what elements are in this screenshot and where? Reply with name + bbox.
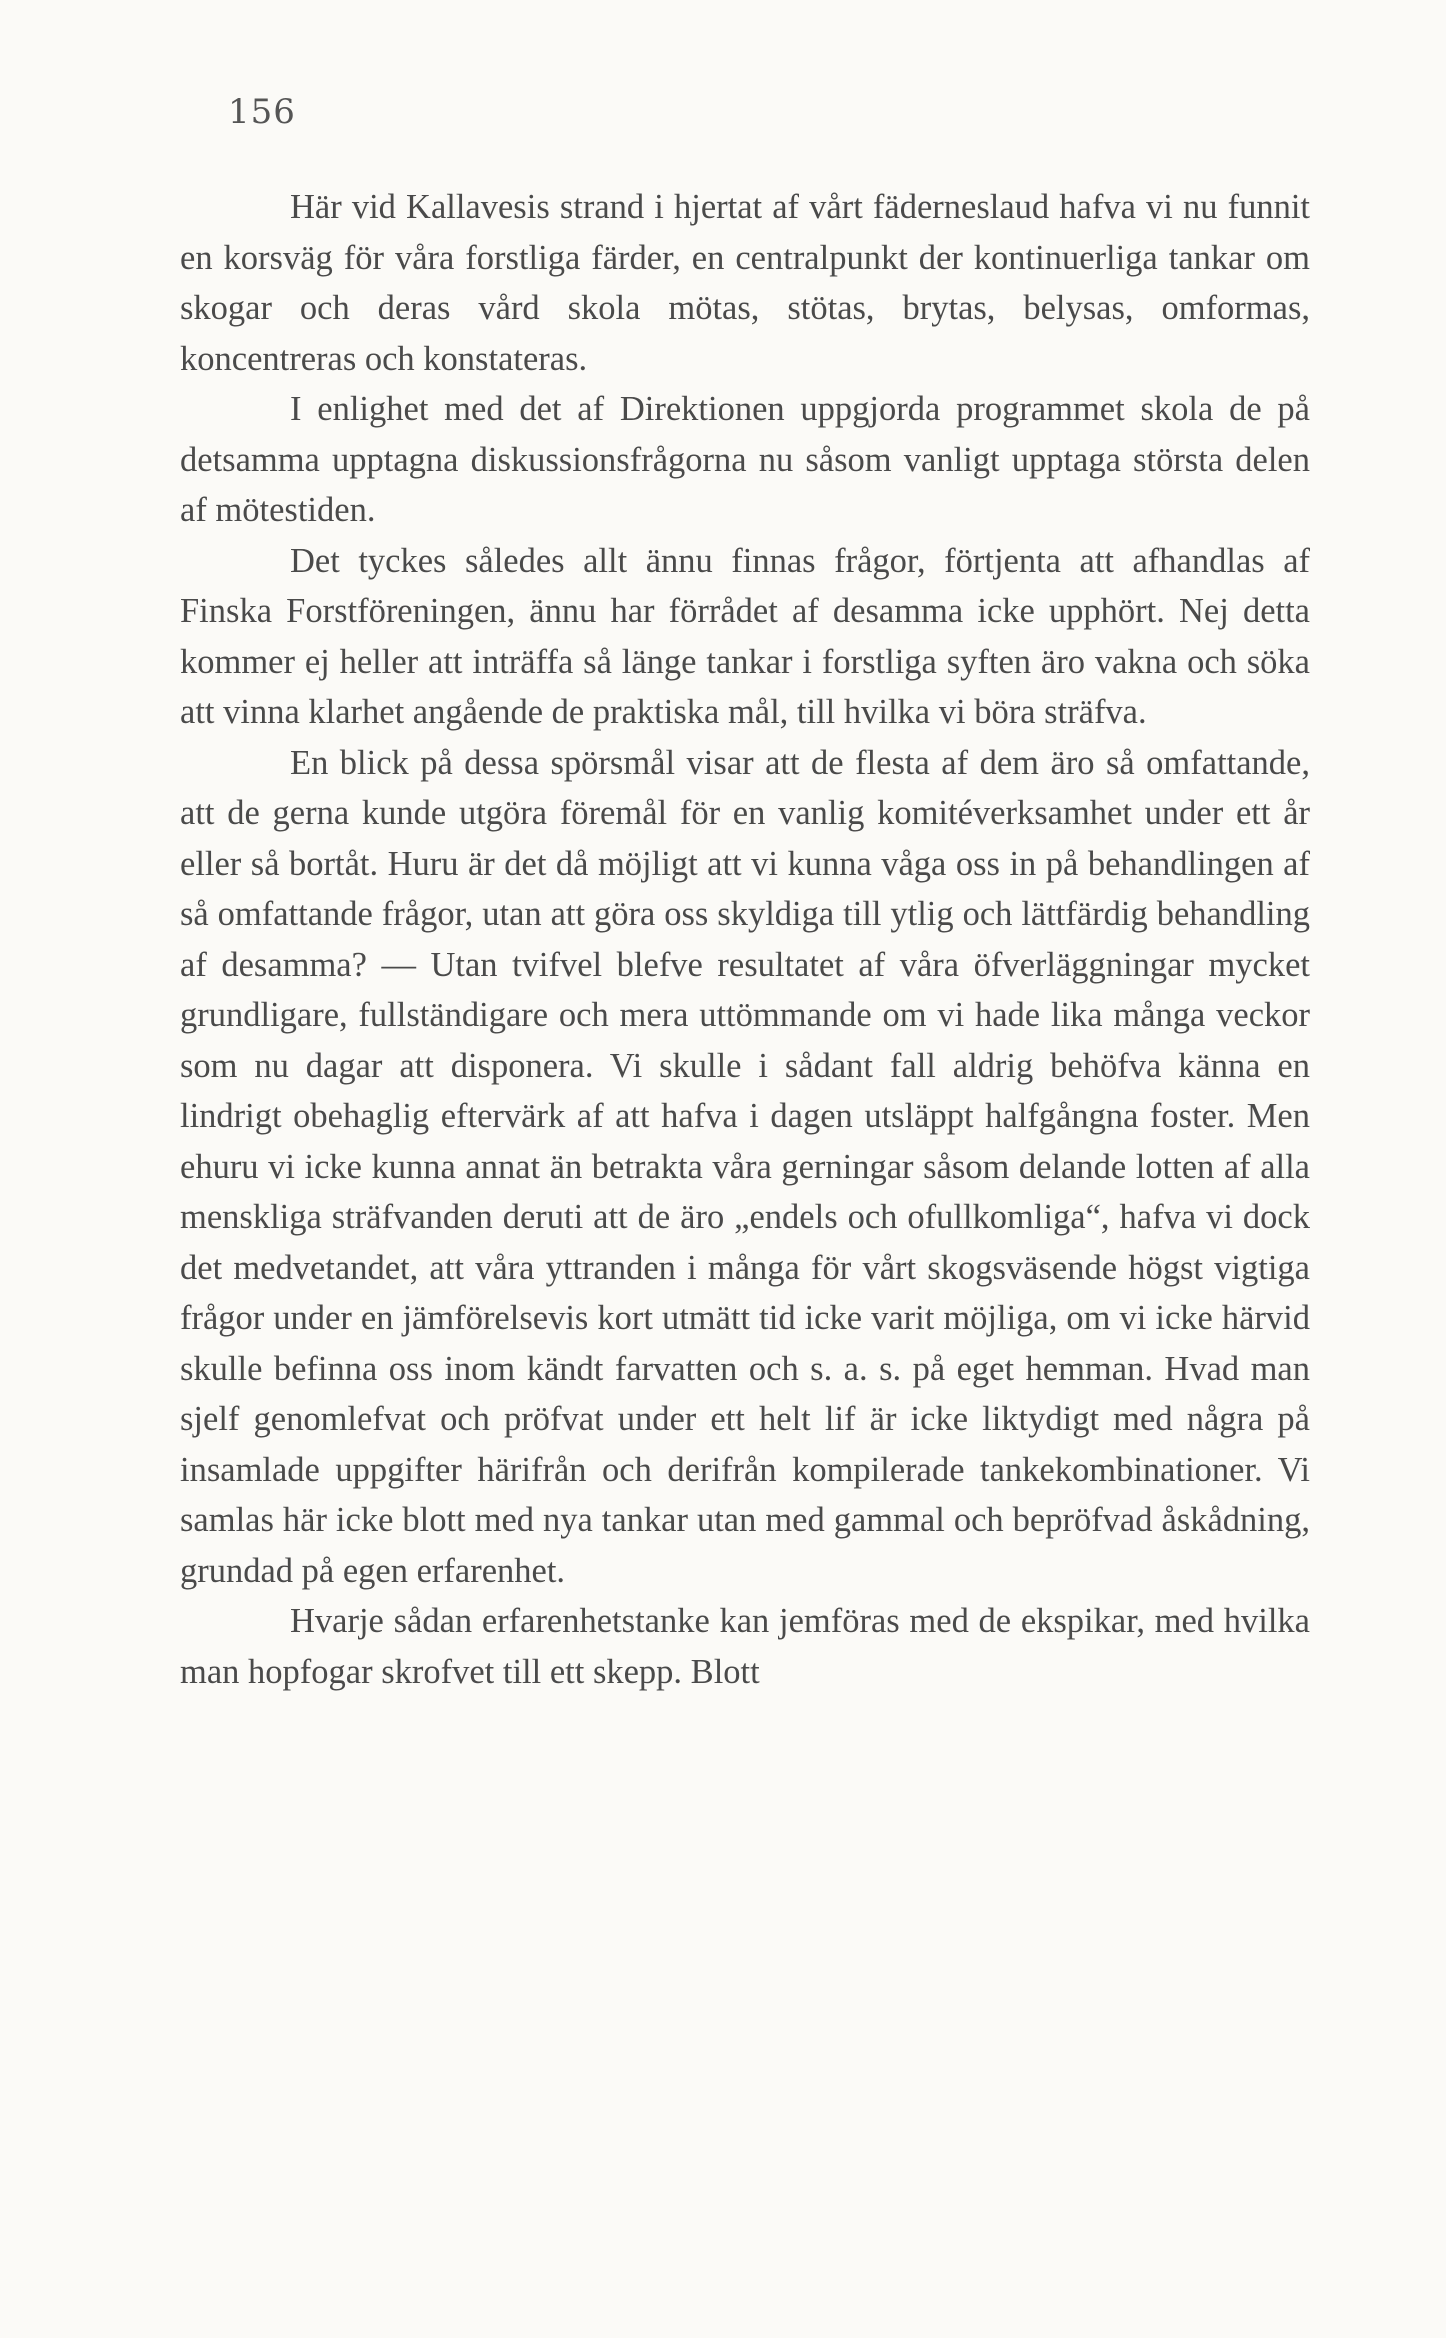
page-number: 156 bbox=[228, 92, 296, 132]
paragraph: Det tyckes således allt ännu finnas frågor, förtjenta att afhandlas af Finska Forstföreningen, ännu har förrådet af desamma icke upphört. Nej detta kommer ej heller att inträffa så länge tankar i forstliga syften äro vakna och söka att vinna klarhet angående de praktiska mål, till hvilka vi böra sträfva. bbox=[180, 541, 1310, 731]
paragraph: I enlighet med det af Direktionen uppgjorda programmet skola de på detsamma upptagna diskussionsfrågorna nu såsom vanligt upptaga största delen af mötestiden. bbox=[180, 390, 1310, 529]
paragraph: Hvarje sådan erfarenhetstanke kan jemföras med de ekspikar, med hvilka man hopfogar skrofvet till ett skepp. Blott bbox=[180, 1602, 1310, 1691]
paragraph: En blick på dessa spörsmål visar att de flesta af dem äro så omfattande, att de gerna kunde utgöra föremål för en vanlig komitéverksamhet under ett år eller så bortåt. Huru är det då möjligt att vi kunna våga oss in på behandlingen af så omfattande frågor, utan att göra oss skyldiga till ytlig och lättfärdig behandling af desamma? — Utan tvifvel blefve resultatet af våra öfverläggningar mycket grundligare, fullständigare och mera uttömmande om vi hade lika många veckor som nu dagar att disponera. Vi skulle i sådant fall aldrig behöfva känna en lindrigt obehaglig eftervärk af att hafva i dagen utsläppt halfgångna foster. Men ehuru vi icke kunna annat än betrakta våra gerningar såsom delande lotten af alla menskliga sträfvanden deruti att de äro „endels och ofullkomliga“, hafva vi dock det medvetandet, att våra yttranden i många för vårt skogsväsende högst vigtiga frågor under en jämförelsevis kort utmätt tid icke varit möjliga, om vi icke härvid skulle befinna oss inom kändt farvatten och s. a. s. på eget hemman. Hvad man sjelf genomlefvat och pröfvat under ett helt lif är icke liktydigt med några på insamlade uppgifter härifrån och derifrån kompilerade tankekombinationer. Vi samlas här icke blott med nya tankar utan med gammal och bepröfvad åskådning, grundad på egen erfarenhet. bbox=[180, 743, 1310, 1590]
body-text bbox=[180, 182, 1310, 1697]
paragraph: Här vid Kallavesis strand i hjertat af vårt fäderneslaud hafva vi nu funnit en korsväg för våra forstliga färder, en centralpunkt der kontinuerliga tankar om skogar och deras vård skola mötas, stötas, brytas, belysas, omformas, koncentreras och konstateras. bbox=[180, 188, 1310, 378]
